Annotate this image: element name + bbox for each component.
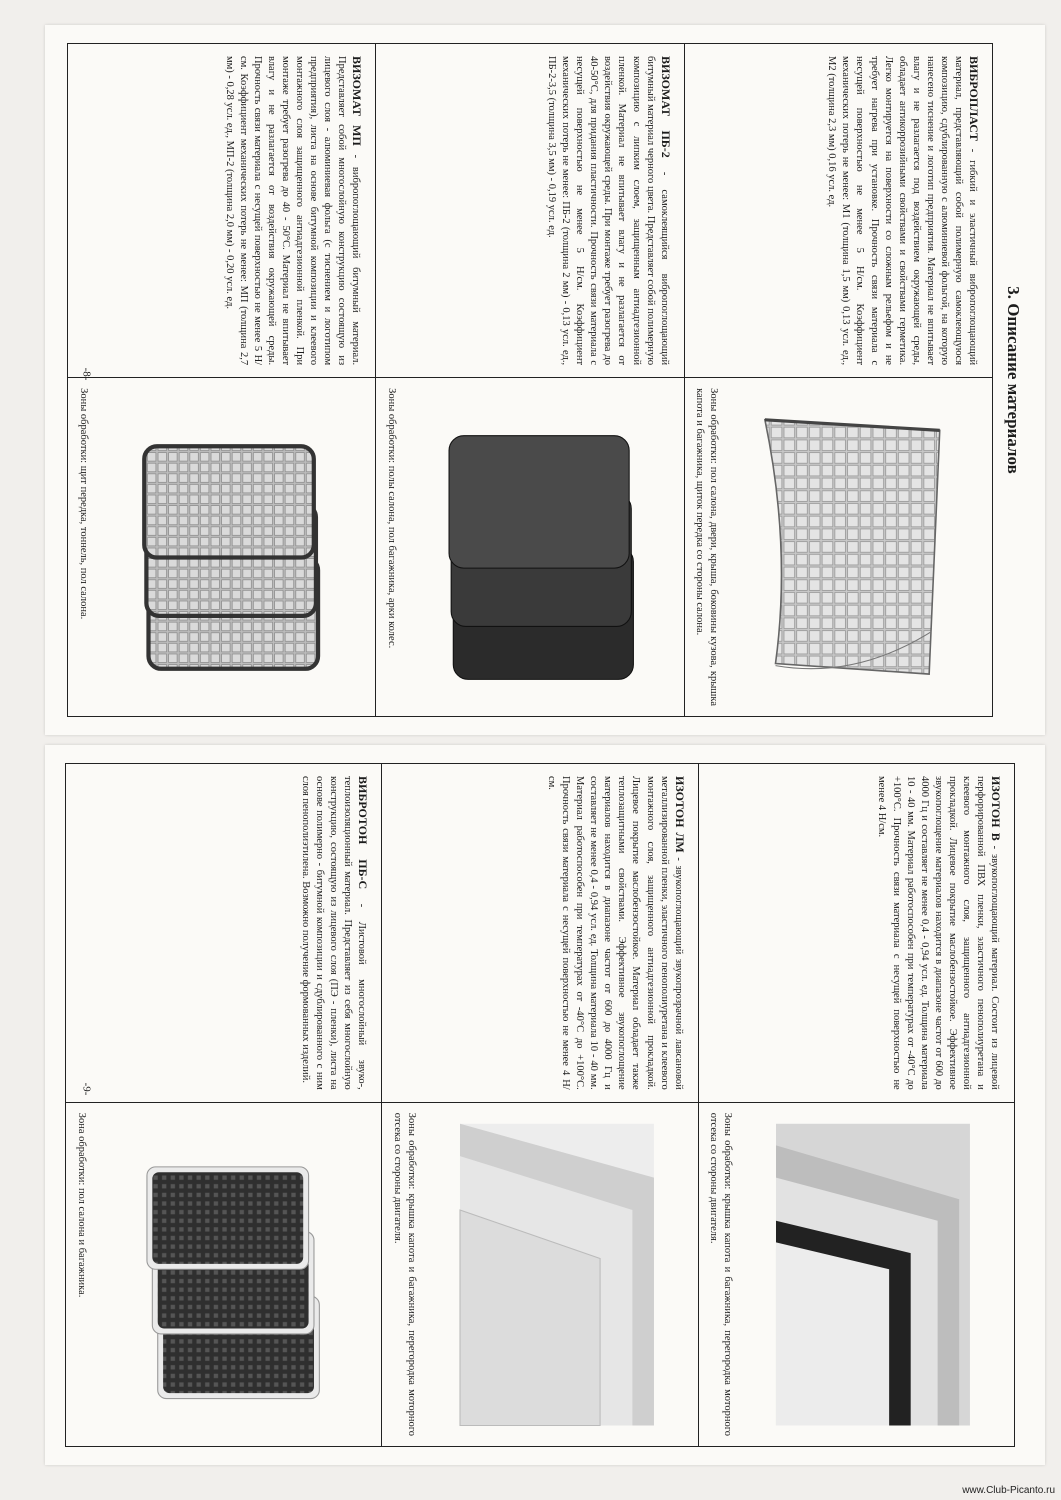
material-text: - Листовой многослойный звуко-, теплоизоляционный материал. Представляет из себя многослойную конструкцию, состоящую из лицевого слоя (ПЭ - пленки), листа на основе полимерно - битумной композиции и сдублированного с ним слоя пенополиэтилена. Возможно получение формованных изделий. — [300, 776, 368, 1090]
page-9-content — [45, 745, 1045, 1465]
treatment-zones: Зона обработки: пол салона и багажника. — [75, 1112, 87, 1298]
page-9 — [45, 745, 1045, 1465]
table-row — [382, 764, 698, 1446]
material-image-cell — [68, 378, 375, 716]
material-description — [382, 764, 697, 1103]
material-text: - звукопоглощающий звукопрозрачной лавсановой металлизированной пленки, эластичного пенополиуретана и клеевого монтажного слоя, защищенного антиадгезионной прокладкой. Лицевое покрытие маслобензостойкое. Материал обладает также теплозащитными свойствами. Эффективное звукопоглощение материалов находится в диапазоне частот от 600 до 4000 Гц и составляет не менее 0,4 - 0,94 усл. ед. Толщина материала 10 - 40 мм. Материал работоспособен при температурах от -40°С до +100°С. Прочность связи материала с несущей поверхностью не менее 4 Н/см. — [546, 776, 684, 1090]
treatment-zones: Зоны обработки: крышка капота и багажника, перегородка моторного отсека со стороны двигателя. — [708, 1112, 733, 1436]
bitumen-sheets-image — [404, 388, 676, 706]
material-text: - вибропоглощающий битумный материал. Представляет собой многослойную конструкцию состоящую из лицевого слоя - алюминиевая фольга (с тиснением и логотипом предприятия), листа на основе битумной композиции и клеевого монтажного слоя защищенного антиадгезионной пленкой. При монтаже требует разогрева до 40 - 50°С. Материал не впитывает влагу и не разлагается от воздействия окружающей среды. Прочность связи материала с несущей поверхностью не менее 5 Н/см. Коэффициент механических потерь не менее: МП (толщина 2,7 мм) - 0,28 усл. ед., МП-2 (толщина 2,0 мм) - 0,20 усл. ед. — [223, 56, 362, 366]
table-row — [699, 764, 1014, 1446]
page-number-8: -8- — [80, 367, 93, 381]
page-8-content — [45, 25, 1045, 735]
material-name: ИЗОТОН В — [989, 776, 1003, 841]
metallized-foam-image — [424, 1113, 690, 1436]
treatment-zones: Зоны обработки: крышка капота и багажника, перегородка моторного отсека со стороны двигателя. — [391, 1112, 417, 1436]
table-row — [68, 44, 376, 716]
site-watermark: www.Club-Picanto.ru — [962, 1485, 1055, 1496]
material-name: ВИЗОМАТ МП — [350, 56, 365, 146]
foam-layers-image — [740, 1113, 1006, 1436]
material-description — [68, 44, 375, 378]
page-number-9: -9- — [80, 1082, 93, 1096]
foil-sheet-image — [726, 388, 984, 706]
foil-bitumen-sheets-image — [96, 388, 368, 706]
material-description — [376, 44, 683, 378]
materials-table-page-8 — [67, 43, 993, 717]
material-name: ИЗОТОН ЛМ — [672, 776, 687, 853]
material-name: ВИБРОПЛАСТ — [967, 56, 981, 141]
page-8 — [45, 25, 1045, 735]
material-description — [699, 764, 1014, 1103]
material-image-cell — [66, 1103, 381, 1446]
material-text: - гибкий и эластичный вибропоглощающий материал, представляющий собой полимерную самоклеющуюся композицию, сдублированную с алюминиевой фольгой, на которую нанесено тиснение и логотип предприятия. Материал не впитывает влагу и не разлагается под воздействием окружающей среды, обладает антикоррозийными свойствами и свойствами герметика. Легко монтируется на поверхности со сложным рельефом и не требует нагрева при установке. Прочность связи материала с несущей поверхностью не менее 5 Н/см. Коэффициент механических потерь не менее: М1 (толщина 1,5 мм) 0,13 усл. ед., М2 (толщина 2,3 мм) 0,16 усл. ед. — [826, 56, 978, 366]
material-text: - самоклеящийся вибропоглощающий битумный материал черного цвета. Представляет собой полимерную композицию с липким слоем, защищенным антиадгезионной пленкой. Материал не впитывает влагу и не разлагается от воздействия окружающей среды. При монтаже требует разогрева до 40-50°С, для придания пластичности. Прочность связи материала с несущей поверхностью не менее 5 Н/см. Коэффициент механических потерь не менее: ПБ-2 (толщина 2 мм) - 0,13 усл. ед., ПБ-2-3,5 (толщина 3,5 мм) - 0,19 усл. ед. — [546, 56, 670, 366]
material-image-cell — [685, 378, 992, 716]
material-description — [685, 44, 992, 378]
table-row — [685, 44, 992, 716]
material-image-cell — [382, 1103, 697, 1446]
material-description — [66, 764, 381, 1103]
material-image-cell — [699, 1103, 1014, 1446]
materials-table-page-9 — [65, 763, 1015, 1447]
material-image-cell — [376, 378, 683, 716]
table-row — [376, 44, 684, 716]
treatment-zones: Зоны обработки: полы салона, пол багажника, арки колес. — [385, 388, 397, 649]
treatment-zones: Зоны обработки: пол салона, двери, крыша, боковины кузова, крышка капота и багажника, щиток передка со стороны салона. — [694, 388, 719, 706]
material-name: ВИБРОТОН ПБ-С — [356, 776, 371, 890]
layered-sheets-image — [94, 1113, 374, 1436]
section-heading: 3. Описание материалов — [1004, 286, 1023, 474]
material-text: - звукопоглощающий материал. Состоит из лицевой перфорированной ПВХ пленки, эластичного пенополиуретана и клеевого монтажного слоя, защищенного антиадгезионной прокладкой. Лицевое покрытие маслобензостойкое. Эффективное звукопоглощение материалов находится в диапазоне частот от 600 до 4000 Гц и составляет не менее 0,4 - 0,94 усл. ед. Толщина материала 10 - 40 мм. Материал работоспособен при температурах от -40°С до +100°С. Прочность связи материала с несущей поверхностью не менее 4 Н/см. — [876, 776, 1000, 1090]
material-name: ВИЗОМАТ ПБ-2 — [658, 56, 673, 158]
treatment-zones: Зоны обработки: щит передка, тоннель, пол салона. — [77, 388, 89, 620]
table-row — [66, 764, 382, 1446]
